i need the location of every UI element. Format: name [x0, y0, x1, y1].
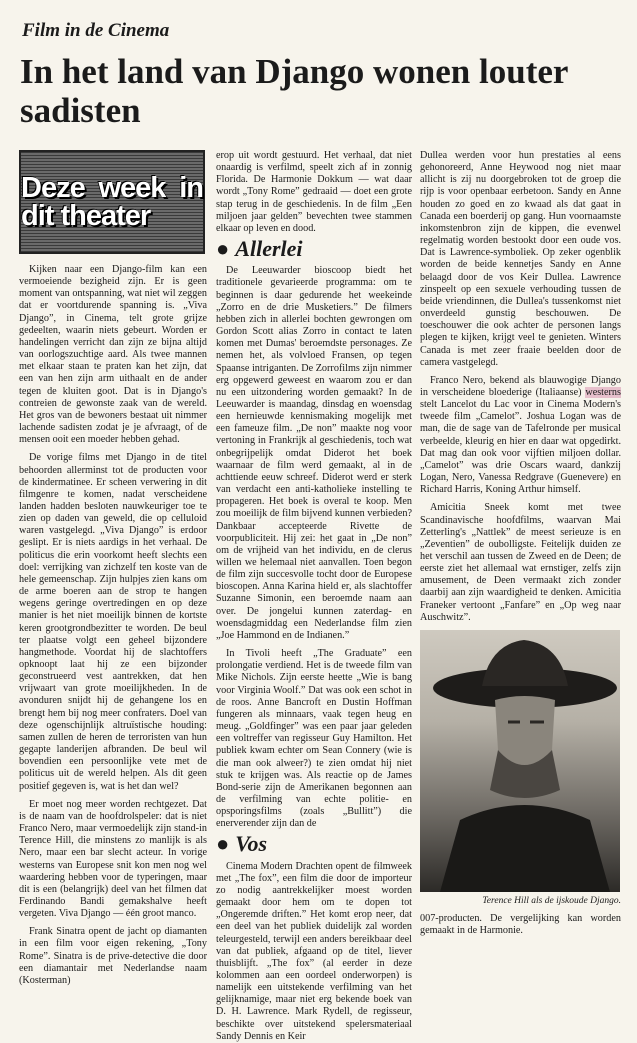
paragraph: erop uit wordt gestuurd. Het verhaal, dat niet onaardig is verfilmd, speelt zich af in zonnig Florida. De Harmonie Dokkum — wat daar wordt „Tony Rome” gedraaid — doet een grote stap terug in de geschiedenis. In de film „Een miljoen jaar gelden” bevechten twee stammen elkaar op leven en dood.: [216, 150, 412, 234]
section-heading-vos: [216, 831, 412, 857]
paragraph: 007-producten. De vergelijking kan worden gemaakt in de Harmonie.: [420, 912, 621, 937]
cowboy-portrait-illustration: [420, 630, 620, 892]
section-title: Vos: [235, 831, 268, 857]
bullet-icon: ●: [216, 236, 230, 262]
paragraph: Amicitia Sneek komt met twee Scandinavische hoofdfilms, waarvan Mai Zetterling's „Nattlek” de meest serieuze is en „Zeventien” de oubolligste. Feitelijk duiden ze het verschil aan tussen de Zweed en de Deen; de eerste ziet het allemaal wat ernstiger, zelfs zijn amusement, de Deen vermaakt zich zonder daarbij aan zijn waardigheid te denken. Amicitia Franeker vertoont „Fanfare” en „Op weg naar Auschwitz”.: [420, 502, 621, 623]
paragraph: Kijken naar een Django-film kan een vermoeiende bezigheid zijn. Er is geen moment van ontspanning, wat niet wil zeggen dat er voortdurende spanning is. „Viva Django”, in Cinema, telt grote grijze gedeelten, waarin niets gebeurt. Worden er handelingen verricht dan zijn ze bijna altijd van oorlogszuchtige aard. Als twee mannen met elkaar staan te praten kan het zijn, dat een van hen zijn arm uithaalt en de ander tegen de kluiten goot. Dat is in Django's contreien de gewonste zaak van de wereld. Het gros van de bewoners bestaat uit nimmer lachende sadisten zodat je je afvraagt, of de mensen ooit een moeder hebben gehad.: [19, 264, 207, 446]
highlighted-word: westerns: [585, 386, 621, 398]
headline: In het land van Django wonen louter sadisten: [20, 52, 568, 130]
section-kicker: Film in de Cinema: [22, 20, 170, 41]
section-title: Allerlei: [235, 236, 303, 262]
paragraph: Cinema Modern Drachten opent de filmweek met „The fox”, een film die door de importeur zo nodig aantrekkelijker moest worden gemaakt door hem om te dopen tot „Ongeremde driften.” Het komt erop neer, dat een deel van het publiek duidelijk zal worden teleurgesteld, terwijl een anders bereikbaar deel van dat publiek, afgaand op de titel, liever thuisblijft. „The fox” (al eerder in deze kolommen aan een oordeel onderworpen) is namelijk een uitstekende verfilming van het gelijknamige, maar niet erg bekende boek van D. H. Lawrence. Mark Rydell, de regisseur, beschikte over uitstekend spelersmateriaal Sandy Dennis en Keir: [216, 860, 412, 1042]
paragraph-nero: Franco Nero, bekend als blauwogige Django in verscheidene bloederige (Italiaanse) westerns stelt Lancelot du Lac voor in Cinema Modern's tweede film „Camelot”. Joshua Logan was de man, die de sage van de Tafelronde per musical verbeelde, kleurig en hier en daar wat opgedirkt. Dat mag dan ook voor vijftien miljoen dollar. „Camelot” was drie Oscars waard, dankzij Logan, Nero, Vanessa Redgrave (Guenevere) en Richard Harris, Koning Arthur himself.: [420, 374, 621, 496]
paragraph: Dullea werden voor hun prestaties al eens gehonoreerd, Anne Heywood nog niet maar allicht is zij nu doorgebroken tot de groep die rijp is voor openbaar eerbetoon. Sandy en Anne houden zo goed en zo kwaad als dat gaat in Canada een boerderij op gang. Hun voornaamste inkomstenbron zijn de kippen, die evenwel regelmatig worden bestookt door een oude vos. Dat is Lawrence-symboliek. Op zeker ogenblik worden de beide kennetjes Sandy en Anne belaagd door de vos Keir Dullea. Lawrence zinspeelt op een sexuele verhouding tussen de beide vriendinnen, die Dullea's tussenkomst niet onverdeeld gunstig beschouwen. De toeschouwer die ook achter de personen langs plegen te kijken, krijgt veel te genieten. Winters Canada is met zeer fraaie beelden door de camera vastgelegd.: [420, 150, 621, 368]
paragraph: Er moet nog meer worden rechtgezet. Dat is de naam van de hoofdrolspeler: dat is niet Franco Nero, maar vermoedelijk zijn stand-in Terence Hill, die minstens zo manlijk is als Nero, maar een bar slecht acteur. In vorige westerns van Europese snit kon men nog wel waardering hebben voor de typeringen, maar dit is een (belangrijk) deel van het filmen dat Ferdinando Bandi gemakshalve heeft vergeten. Viva Django — één groot manco.: [19, 798, 207, 920]
photo-terence-hill: [420, 630, 620, 892]
paragraph: De vorige films met Django in de titel behoorden allerminst tot de producten voor de kindermatinee. Er scheen verwering in dit filmgenre te komen, nadat verscheidene landen hadden besloten nauwkeuriger toe te zien op daden van geweld, die op celluloid waren vastgelegd. „Viva Django” is erdoor geslipt. Er is niets aardigs in het verhaal. De politicus die erin voorkomt heeft slechts een doel: verrijking van zichzelf ten koste van de hele gemeenschap. Zijn hulpjes zien kans om de arme boeren aan de strop te hangen wegens geringe overtredingen en op deze manier is het niet moeilijk binnen de kortste keren grootgrondbezitter te worden. De beul ter plaatse volgt een geheel bijzondere hangmethode. Voordat hij de slachtoffers opknoopt laat hij ze een bijzonder geconstrueerd vest aantrekken, dat hen vrijwaart van grote moeilijkheden. In de avonduren snijdt hij de gehangene los en brengt hem bij nog meer confraters. Doel van deze ogenschijnlijk altruïstische houding: samen zullen de heren de terroristen van hun gegapte landerijen afbranden. De beul wil bovendien een persoonlijke vete met de politicus uit de wereld helpen. Als dit geen positief gegeven is, wat is het dan wel?: [19, 452, 207, 792]
photo-caption: Terence Hill als de ijskoude Django.: [482, 895, 621, 906]
week-badge: [19, 150, 205, 254]
paragraph: In Tivoli heeft „The Graduate” een prolongatie verdiend. Het is de tweede film van Mike Nichols. Zijn eerste heette „Wie is bang voor Virginia Woolf.” Dat was ook een schot in de roos. Anne Bancroft en Dustin Hoffman fungeren als minnaars, vaak tegen heug en meug. „Goldfinger” was een paar jaar geleden een voltreffer van regisseur Guy Hamilton. Het publiek kwam echter om Sean Connery (wie is die man ook alweer?) te zien omdat hij niet stuk te krijgen was. Als reactie op de James Bond-serie zijn de Amerikanen begonnen aan de verfilming van echte politie- en opsporingsfilms (zoals „Bullitt”) die enerverender zijn dan de: [216, 648, 412, 830]
column-1: [19, 150, 207, 1010]
paragraph: Frank Sinatra opent de jacht op diamanten in een film voor eigen rekening, „Tony Rome”. Sinatra is de prive-detective die door een diamantair met Nederlandse naam (Kosterman): [19, 926, 207, 986]
week-badge-text: Deze week in dit theater: [21, 172, 203, 232]
column-2: [216, 150, 412, 1042]
section-heading-allerlei: [216, 236, 412, 262]
paragraph: De Leeuwarder bioscoop biedt het traditionele gevarieerde programma: om te beginnen is daar gedurende het weekeinde „Zorro en de drie Musketiers.” De filmers hebben zich in allerlei bochten gewrongen om Gordon Scott alias Zorro in contact te laten komen met Dumas' beroemdste personages. Ze nemen het, als volvloed Fransen, op tegen Spaanse intriganten. De Zorrofilms zijn nimmer erg opgewerd geweest en waarom zou er dan nu een uitzondering worden gemaakt? In de Leeuwarder is maandag, dinsdag en woensdag een hernieuwde kennismaking mogelijk met een fameuze film. „De non” maakte nog voor vertoning in Frankrijk al geschiedenis, toch wat onbegrijpelijk omdat Diderot het boek waarnaar de film werd gemaakt, al in de achttiende eeuw schreef. Diderot werd er sterk van verdacht een anti-katholieke instelling te propageren. Het boek is overal te koop. Men zou moeilijk de film bijvend kunnen verbieden? Dankbaar accepteerde Rivette de voorpubliciteit. Hij zei: het gaat in „De non” om de vrijheid van het individu, en de clerus willen we helemaal niet aanvallen. Toen begon de film zijn succesvolle tocht door de Europese bioscopen. Anna Karina hield er, als slachtoffer Suzanne Simonin, een beroemde naam aan over. De jongelui kunnen zaterdag- en woensdagmiddag een Nederlandse film zien „Joe Hammond en de Indianen.”: [216, 265, 412, 641]
column-3: [420, 150, 621, 1010]
bullet-icon: ●: [216, 831, 230, 857]
